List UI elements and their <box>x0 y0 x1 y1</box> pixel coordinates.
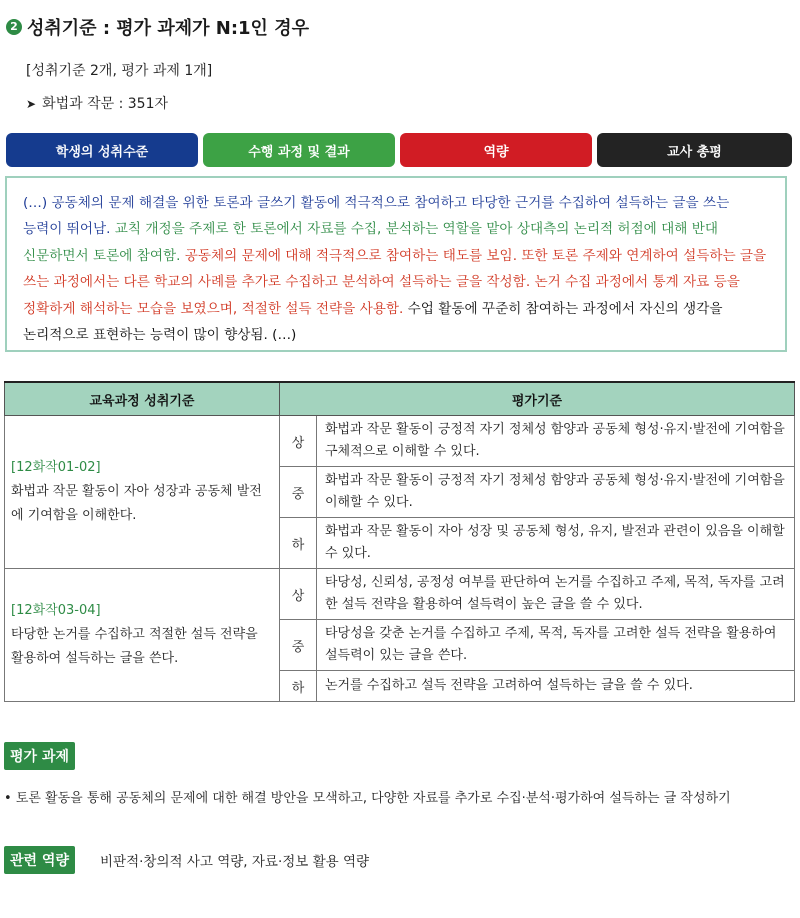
arrow-right-icon: ➤ <box>26 97 37 111</box>
standard-code: [12화작01-02] <box>11 460 101 475</box>
criteria-cell: 타당성을 갖춘 논거를 수집하고 주제, 목적, 독자를 고려한 설득 전략을 활용하여 설득력이 있는 글을 쓴다. <box>317 620 795 671</box>
level-cell: 중 <box>280 467 317 518</box>
header-standard: 교육과정 성취기준 <box>5 382 280 416</box>
criteria-cell: 논거를 수집하고 설득 전략을 고려하여 설득하는 글을 쓸 수 있다. <box>317 671 795 702</box>
standard-text: 화법과 작문 활동이 자아 성장과 공동체 발전에 기여함을 이해한다. <box>11 484 262 523</box>
word-count-text: 화법과 작문 : 351자 <box>42 96 168 112</box>
level-cell: 상 <box>280 569 317 620</box>
section-title <box>6 14 309 40</box>
task-description <box>4 787 731 806</box>
standard-cell <box>5 569 280 702</box>
feedback-competency-text: 공동체의 문제에 대해 적극적으로 참여하는 태도를 보임. 또한 토론 주제와 연계하여 설득하는 글을 쓰는 과정에서는 다른 학교의 사례를 추가로 수집하고 분석하여 설득하는 글을 작성함. 논거 수집 과정에서 통계 자료 등을 정확하게 해석하는 모습을 보였으며, 적절한 설득 전략을 사용함. <box>23 247 767 317</box>
criteria-cell: 화법과 작문 활동이 자아 성장 및 공동체 형성, 유지, 발전과 관련이 있음을 이해할 수 있다. <box>317 518 795 569</box>
tab-achievement-level[interactable]: 학생의 성취수준 <box>6 133 198 167</box>
section-title-text: 성취기준 : 평가 과제가 N:1인 경우 <box>27 18 309 39</box>
level-cell: 하 <box>280 671 317 702</box>
feedback-achievement-text: (…) 공동체의 문제 해결을 위한 토론과 글쓰기 활동에 적극적으로 참여하고 타당한 근거를 수집하여 설득하는 글을 쓰는 능력이 뛰어남. <box>23 195 730 238</box>
level-cell: 상 <box>280 416 317 467</box>
level-cell: 중 <box>280 620 317 671</box>
standards-table <box>4 381 795 702</box>
competency-text: 비판적·창의적 사고 역량, 자료·정보 활용 역량 <box>100 854 370 870</box>
standard-cell <box>5 416 280 569</box>
competency-label: 관련 역량 <box>4 846 75 874</box>
feedback-box <box>5 176 787 352</box>
task-label: 평가 과제 <box>4 742 75 770</box>
feedback-process-text: 교칙 개정을 주제로 한 토론에서 자료를 수집, 분석하는 역할을 맡아 상대측의 논리적 허점에 대해 반대 신문하면서 토론에 참여함. <box>23 221 718 264</box>
header-criteria: 평가기준 <box>280 382 795 416</box>
standard-code: [12화작03-04] <box>11 603 101 618</box>
criteria-cell: 타당성, 신뢰성, 공정성 여부를 판단하여 논거를 수집하고 주제, 목적, 독자를 고려한 설득 전략을 활용하여 설득력이 높은 글을 쓸 수 있다. <box>317 569 795 620</box>
table-row <box>5 416 795 467</box>
criteria-cell: 화법과 작문 활동이 긍정적 자기 정체성 함양과 공동체 형성·유지·발전에 기여함을 이해할 수 있다. <box>317 467 795 518</box>
table-row <box>5 569 795 620</box>
section-number-badge: 2 <box>6 19 22 35</box>
task-text: 토론 활동을 통해 공동체의 문제에 대한 해결 방안을 모색하고, 다양한 자료를 추가로 수집·분석·평가하여 설득하는 글 작성하기 <box>15 791 731 806</box>
level-cell: 하 <box>280 518 317 569</box>
standard-text: 타당한 논거를 수집하고 적절한 설득 전략을 활용하여 설득하는 글을 쓴다. <box>11 627 258 666</box>
word-count <box>26 93 168 113</box>
tab-process-result[interactable]: 수행 과정 및 결과 <box>203 133 395 167</box>
bullet-icon: • <box>4 791 12 806</box>
tab-competency[interactable]: 역량 <box>400 133 592 167</box>
section-subtitle: [성취기준 2개, 평가 과제 1개] <box>26 63 213 79</box>
feedback-teacher-text: 수업 활동에 꾸준히 참여하는 과정에서 자신의 생각을 논리적으로 표현하는 능력이 많이 향상됨. (…) <box>23 300 723 344</box>
criteria-cell: 화법과 작문 활동이 긍정적 자기 정체성 함양과 공동체 형성·유지·발전에 기여함을 구체적으로 이해할 수 있다. <box>317 416 795 467</box>
table-header-row <box>5 382 795 416</box>
tab-teacher-review[interactable]: 교사 총평 <box>597 133 792 167</box>
